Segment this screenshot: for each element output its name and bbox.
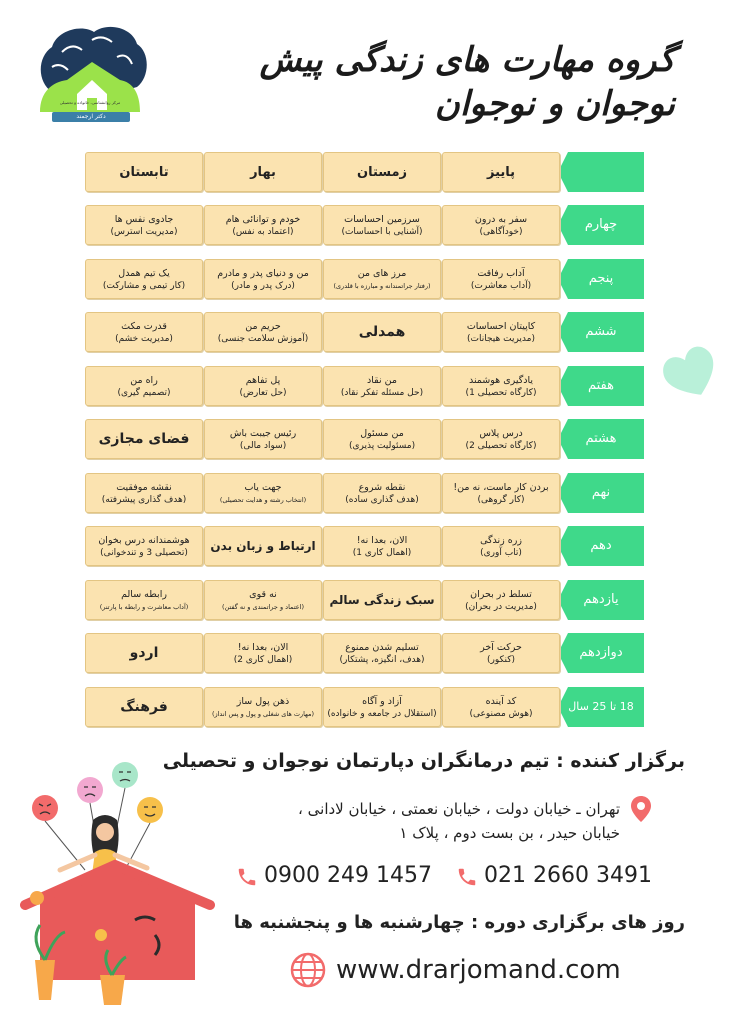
course-cell bbox=[442, 205, 560, 245]
course-title: فرهنگ bbox=[120, 699, 168, 715]
course-subtitle: (کار تیمی و مشارکت) bbox=[102, 280, 186, 291]
grade-text: هشتم bbox=[585, 431, 617, 446]
course-title: تسلیم شدن ممنوع bbox=[345, 641, 419, 653]
course-cell bbox=[442, 526, 560, 566]
course-cell bbox=[323, 259, 441, 299]
course-cell bbox=[442, 419, 560, 459]
course-cell bbox=[85, 205, 203, 245]
course-title: نه قوی bbox=[249, 588, 277, 600]
grade-text: دهم bbox=[590, 538, 612, 553]
course-subtitle: (کارگاه تحصیلی 1) bbox=[465, 387, 537, 398]
course-cell bbox=[442, 473, 560, 513]
course-cell bbox=[85, 419, 203, 459]
grade-label bbox=[558, 366, 644, 406]
course-subtitle: (مدیریت در بحران) bbox=[465, 601, 537, 612]
location-pin-icon bbox=[630, 795, 652, 823]
course-subtitle: (اعتماد به نفس) bbox=[232, 226, 294, 237]
course-cell bbox=[85, 473, 203, 513]
course-subtitle: (اهمال کاری 2) bbox=[233, 654, 293, 665]
season-autumn: پاییز bbox=[442, 152, 560, 192]
course-title: الان، بعدا نه! bbox=[356, 534, 408, 546]
course-cell bbox=[85, 580, 203, 620]
course-title: خودم و توانائی هام bbox=[225, 213, 301, 225]
season-summer: تابستان bbox=[85, 152, 203, 192]
phone-landline[interactable]: 021 2660 3491 bbox=[484, 863, 652, 888]
course-title: رئیس جیبت باش bbox=[229, 427, 297, 439]
course-subtitle: (انتخاب رشته و هدایت تحصیلی) bbox=[219, 495, 307, 504]
course-title: حریم من bbox=[245, 320, 281, 332]
course-title: زره زندگی bbox=[480, 534, 522, 546]
course-title: ارتباط و زبان بدن bbox=[210, 539, 316, 553]
course-cell bbox=[85, 633, 203, 673]
course-cell bbox=[442, 366, 560, 406]
course-subtitle: (تاب آوری) bbox=[480, 547, 522, 558]
course-cell bbox=[204, 633, 322, 673]
course-cell bbox=[204, 526, 322, 566]
course-title: کاپیتان احساسات bbox=[466, 320, 536, 332]
course-title: مرز های من bbox=[357, 267, 407, 279]
course-subtitle: (مدیریت خشم) bbox=[115, 333, 173, 344]
course-subtitle: (هدف گذاری ساده) bbox=[345, 494, 419, 505]
course-title: من نقاد bbox=[367, 374, 397, 386]
course-subtitle: (هوش مصنوعی) bbox=[469, 708, 533, 719]
course-days: روز های برگزاری دوره : چهارشنبه ها و پنجشنبه ها bbox=[233, 912, 685, 933]
course-subtitle: (هدف، انگیزه، پشتکار) bbox=[339, 654, 425, 665]
grade-label bbox=[558, 205, 644, 245]
course-cell bbox=[85, 687, 203, 727]
course-title: همدلی bbox=[358, 324, 406, 340]
course-subtitle: (خودآگاهی) bbox=[479, 226, 523, 237]
course-subtitle: (استقلال در جامعه و خانواده) bbox=[327, 708, 437, 719]
course-title: نقطه شروع bbox=[358, 481, 406, 493]
course-subtitle: (تصمیم گیری) bbox=[117, 387, 171, 398]
season-winter: زمستان bbox=[323, 152, 441, 192]
grade-text: هفتم bbox=[587, 378, 614, 393]
course-subtitle: (آموزش سلامت جنسی) bbox=[217, 333, 309, 344]
grade-label bbox=[558, 259, 644, 299]
course-title: سرزمین احساسات bbox=[344, 213, 420, 225]
grade-text: ششم bbox=[585, 324, 617, 339]
course-cell bbox=[323, 473, 441, 513]
course-subtitle: (مدیریت هیجانات) bbox=[467, 333, 535, 344]
course-subtitle: (سواد مالی) bbox=[239, 440, 287, 451]
grade-text: 18 تا 25 سال bbox=[568, 700, 634, 713]
season-spring: بهار bbox=[204, 152, 322, 192]
course-cell bbox=[323, 419, 441, 459]
course-title: جادوی نفس ها bbox=[114, 213, 174, 225]
course-title: من و دنیای پدر و مادرم bbox=[217, 267, 309, 279]
course-title: یادگیری هوشمند bbox=[468, 374, 534, 386]
logo-caption: مرکز روانشناسی، خانواده و تحصیلی bbox=[59, 100, 121, 105]
course-title: سفر به درون bbox=[474, 213, 528, 225]
header-corner bbox=[558, 152, 644, 192]
course-cell bbox=[323, 526, 441, 566]
grade-label bbox=[558, 526, 644, 566]
course-subtitle: (کنکور) bbox=[487, 654, 515, 665]
course-title: بردن کار ماست، نه من! bbox=[453, 481, 549, 493]
course-cell bbox=[204, 205, 322, 245]
course-title: الان، بعدا نه! bbox=[237, 641, 289, 653]
course-cell bbox=[442, 259, 560, 299]
course-subtitle: (رفتار جراتمندانه و مبارزه با قلدری) bbox=[333, 281, 431, 290]
course-title: ذهن پول ساز bbox=[236, 695, 290, 707]
course-title: پل تفاهم bbox=[245, 374, 281, 386]
grade-label bbox=[558, 473, 644, 513]
course-subtitle: (آشنایی با احساسات) bbox=[341, 226, 423, 237]
course-cell bbox=[204, 419, 322, 459]
course-subtitle: (حل مسئله تفکر نقاد) bbox=[340, 387, 424, 398]
grade-label bbox=[558, 580, 644, 620]
website-link[interactable]: www.drarjomand.com bbox=[336, 955, 621, 985]
course-subtitle: (تحصیلی 3 و تندخوانی) bbox=[100, 547, 188, 558]
course-subtitle: (کارگاه تحصیلی 2) bbox=[465, 440, 537, 451]
grade-text: دوازدهم bbox=[579, 645, 623, 660]
course-cell bbox=[85, 366, 203, 406]
grade-label bbox=[558, 419, 644, 459]
course-title: تسلط در بحران bbox=[470, 588, 532, 600]
grade-label bbox=[558, 687, 644, 727]
course-subtitle: (کار گروهی) bbox=[477, 494, 525, 505]
course-title: هوشمندانه درس بخوان bbox=[98, 534, 190, 546]
course-cell bbox=[85, 312, 203, 352]
course-cell bbox=[323, 205, 441, 245]
logo-subtitle: دکتر ارجمند bbox=[52, 112, 130, 122]
course-title: اردو bbox=[129, 645, 159, 661]
course-subtitle: (آداب معاشرت و رابطه با پارتنر) bbox=[99, 602, 189, 611]
course-subtitle: (اعتماد و جراتمندی و نه گفتن) bbox=[222, 602, 304, 611]
heart-icon bbox=[662, 345, 720, 401]
organizer-text: برگزار کننده : تیم درمانگران دپارتمان نوجوان و تحصیلی bbox=[162, 750, 685, 772]
course-cell bbox=[204, 473, 322, 513]
grade-text: پنجم bbox=[588, 271, 614, 286]
course-cell bbox=[442, 580, 560, 620]
course-cell bbox=[85, 259, 203, 299]
course-subtitle: (آداب معاشرت) bbox=[470, 280, 532, 291]
address-line-2: خیابان حیدر ، بن بست دوم ، پلاک ۱ bbox=[399, 824, 620, 842]
course-subtitle: (مدیریت استرس) bbox=[110, 226, 178, 237]
arrow-tab-shape bbox=[558, 152, 644, 192]
course-title: سبک زندگی سالم bbox=[329, 593, 435, 607]
course-cell bbox=[204, 312, 322, 352]
course-title: درس پلاس bbox=[479, 427, 523, 439]
course-title: یک تیم همدل bbox=[118, 267, 170, 279]
grade-label bbox=[558, 633, 644, 673]
course-title: کد آینده bbox=[485, 695, 517, 707]
course-cell bbox=[323, 687, 441, 727]
grade-text: نهم bbox=[591, 485, 611, 500]
course-subtitle: (حل تعارض) bbox=[239, 387, 287, 398]
course-cell bbox=[323, 633, 441, 673]
course-title: راه من bbox=[130, 374, 158, 386]
course-cell bbox=[204, 580, 322, 620]
course-title: رابطه سالم bbox=[121, 588, 167, 600]
course-title: حرکت آخر bbox=[480, 641, 522, 653]
grade-label bbox=[558, 312, 644, 352]
course-title: من مسئول bbox=[360, 427, 404, 439]
course-cell bbox=[442, 312, 560, 352]
course-cell bbox=[323, 312, 441, 352]
course-cell bbox=[85, 526, 203, 566]
page-title: گروه مهارت های زندگی پیش نوجوان و نوجوان bbox=[259, 40, 675, 124]
brain-house-icon bbox=[32, 22, 150, 122]
course-subtitle: (هدف گذاری پیشرفته) bbox=[101, 494, 187, 505]
course-title: قدرت مکث bbox=[121, 320, 167, 332]
course-title: فضای مجازی bbox=[98, 431, 190, 447]
course-title: نقشه موفقیت bbox=[116, 481, 172, 493]
course-title: آزاد و آگاه bbox=[362, 695, 402, 707]
girl-balloons-illustration bbox=[15, 760, 215, 1010]
course-subtitle: (درک پدر و مادر) bbox=[231, 280, 295, 291]
course-cell bbox=[442, 633, 560, 673]
course-cell bbox=[204, 366, 322, 406]
course-cell bbox=[204, 259, 322, 299]
grade-text: یازدهم bbox=[583, 592, 619, 607]
course-title: آداب رفاقت bbox=[477, 267, 525, 279]
phone-icon bbox=[456, 866, 478, 888]
phone-icon bbox=[236, 866, 258, 888]
course-subtitle: (مسئولیت پذیری) bbox=[348, 440, 416, 451]
course-title: جهت یاب bbox=[244, 481, 282, 493]
course-subtitle: (مهارت های شغلی و پول و پس انداز) bbox=[211, 709, 315, 718]
course-cell bbox=[204, 687, 322, 727]
course-cell bbox=[323, 580, 441, 620]
course-subtitle: (اهمال کاری 1) bbox=[352, 547, 412, 558]
course-cell bbox=[442, 687, 560, 727]
course-cell bbox=[323, 366, 441, 406]
phone-mobile[interactable]: 0900 249 1457 bbox=[264, 863, 432, 888]
grade-text: چهارم bbox=[584, 217, 618, 232]
globe-icon bbox=[290, 952, 326, 988]
address-line-1: تهران ـ خیابان دولت ، خیابان نعمتی ، خیابان لادانی ، bbox=[298, 800, 620, 818]
